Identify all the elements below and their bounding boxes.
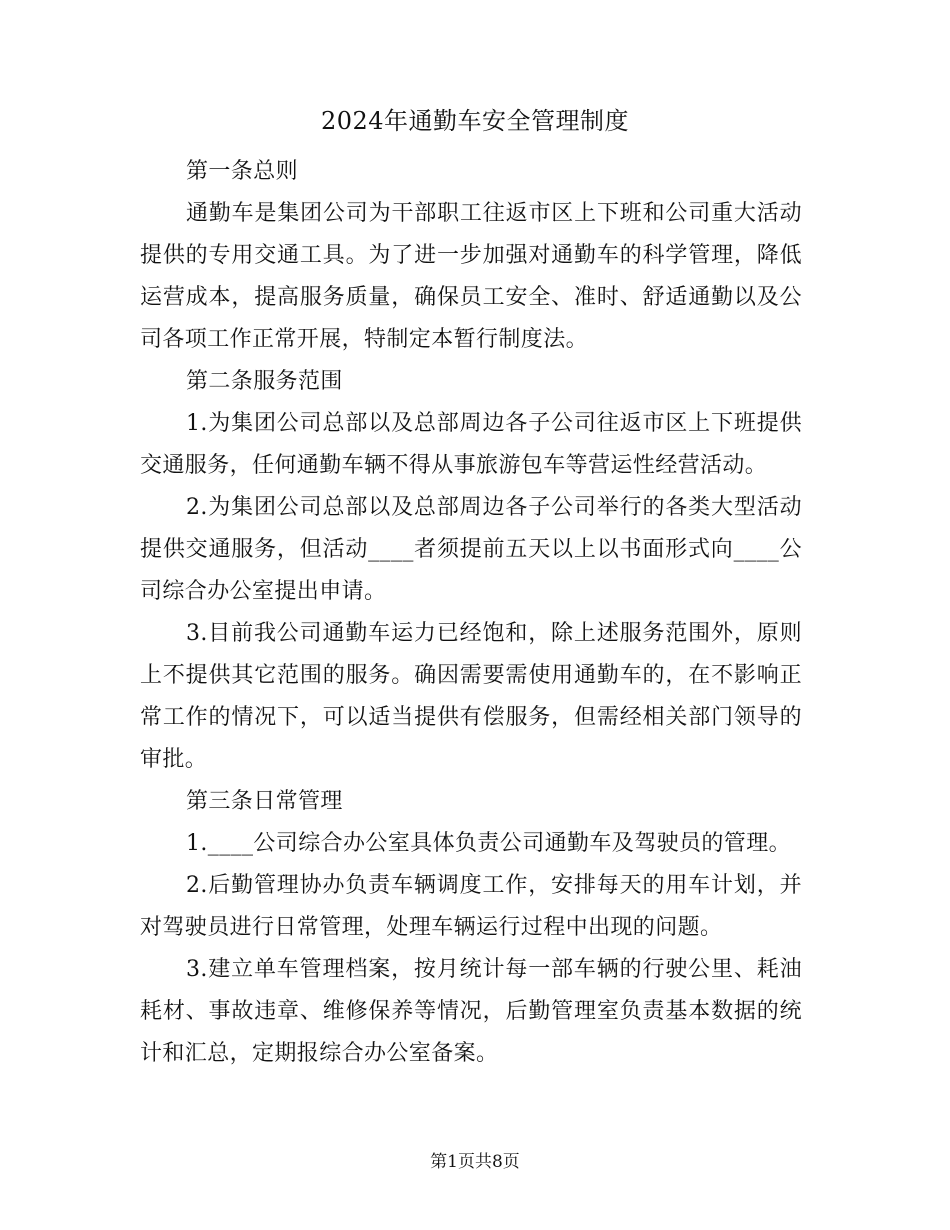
paragraph-management-2: 2.后勤管理协办负责车辆调度工作，安排每天的用车计划，并对驾驶员进行日常管理，处理车辆运行过程中出现的问题。 <box>140 873 802 940</box>
paragraph-management-3: 3.建立单车管理档案，按月统计每一部车辆的行驶公里、耗油耗材、事故违章、维修保养等情况，后勤管理室负责基本数据的统计和汇总，定期报综合办公室备案。 <box>140 957 802 1066</box>
paragraph-general: 通勤车是集团公司为干部职工往返市区上下班和公司重大活动提供的专用交通工具。为了进一步加强对通勤车的科学管理，降低运营成本，提高服务质量，确保员工安全、准时、舒适通勤以及公司各项工作正常开展，特制定本暂行制度法。 <box>140 201 802 352</box>
paragraph-scope-1: 1.为集团公司总部以及总部周边各子公司往返市区上下班提供交通服务，任何通勤车辆不得从事旅游包车等营运性经营活动。 <box>140 411 802 478</box>
section-heading-service-scope: 第二条服务范围 <box>186 369 343 394</box>
section-heading-general: 第一条总则 <box>186 159 299 184</box>
page-number: 第1页共8页 <box>430 1152 520 1172</box>
paragraph-scope-2: 2.为集团公司总部以及总部周边各子公司举行的各类大型活动提供交通服务，但活动____者须提前五天以上以书面形式向____公司综合办公室提出申请。 <box>140 495 802 604</box>
section-heading-daily-management: 第三条日常管理 <box>186 789 343 814</box>
document-title: 2024年通勤车安全管理制度 <box>320 107 630 135</box>
paragraph-management-1: 1.____公司综合办公室具体负责公司通勤车及驾驶员的管理。 <box>186 831 791 856</box>
document-body <box>140 151 802 1075</box>
paragraph-scope-3: 3.目前我公司通勤车运力已经饱和，除上述服务范围外，原则上不提供其它范围的服务。确因需要需使用通勤车的，在不影响正常工作的情况下，可以适当提供有偿服务，但需经相关部门领导的审批。 <box>140 621 802 772</box>
